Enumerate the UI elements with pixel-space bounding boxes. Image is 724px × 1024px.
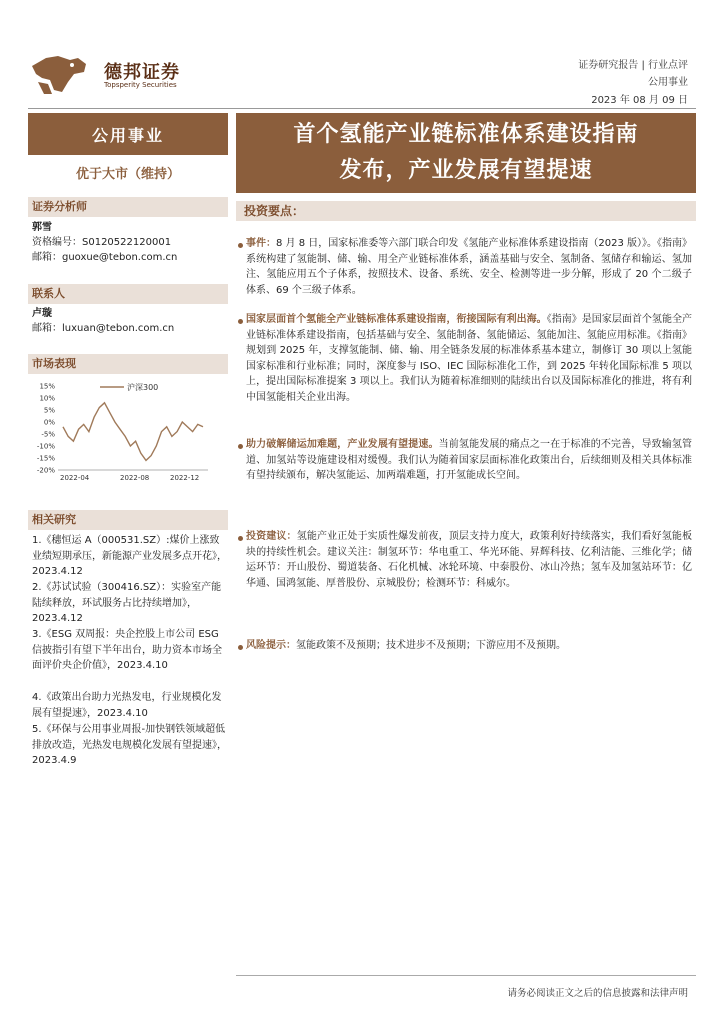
research-item[interactable]: 4.《政策出台助力光热发电，行业规模化发展有望提速》，2023.4.10 <box>32 692 222 719</box>
point-lead: 国家层面首个氢能全产业链标准体系建设指南，衔接国际有利出海。 <box>246 314 547 325</box>
point-storage <box>246 437 692 484</box>
research-item[interactable]: 5.《环保与公用事业周报-加快钢铁领域超低排放改造，光热发电规模化发展有望提速》，2023.4.9 <box>32 724 227 767</box>
disclaimer-link[interactable]: 请务必阅读正文之后的信息披露和法律声明 <box>507 988 688 999</box>
bullet-icon <box>238 319 243 324</box>
contact-email[interactable]: 邮箱：luxuan@tebon.com.cn <box>32 323 175 334</box>
footer-divider <box>236 975 696 976</box>
y-tick-label: 0% <box>43 418 55 427</box>
report-sector: 公用事业 <box>648 77 688 88</box>
analyst-cert: 资格编号：S0120522120001 <box>32 237 172 248</box>
x-tick-label: 2022-04 <box>60 474 90 482</box>
market-chart <box>28 378 228 488</box>
title-line-2: 发布，产业发展有望提速 <box>339 158 593 183</box>
point-standard <box>246 312 692 406</box>
research-head: 相关研究 <box>28 510 228 530</box>
point-text: 氢能政策不及预期；技术进步不及预期；下游应用不及预期。 <box>296 640 566 651</box>
research-item[interactable]: 1.《穗恒运 A（000531.SZ）:煤价上涨致业绩短期承压，新能源产业发展多点开花》，2023.4.12 <box>32 535 227 578</box>
research-item[interactable]: 2.《苏试试验（300416.SZ）：实验室产能陆续释放，环试服务占比持续增加》，2023.4.12 <box>32 582 222 625</box>
analyst-email[interactable]: 邮箱：guoxue@tebon.com.cn <box>32 252 178 263</box>
report-date: 2023 年 08 月 09 日 <box>591 95 688 106</box>
point-lead: 投资建议： <box>246 531 297 542</box>
x-tick-label: 2022-08 <box>120 474 150 482</box>
brand-name-en: Topsperity Securities <box>104 81 177 89</box>
point-text: 氢能产业正处于实质性爆发前夜，顶层支持力度大，政策利好持续落实，我们看好氢能板块的持续性机会。建议关注：制氢环节：华电重工、华光环能、昇辉科技、亿利洁能、三维化学；储运环节：开山股份、蜀道装备、石化机械、冰轮环境、中泰股份、冰山冷热；氢车及加氢站环节：亿华通、国鸿氢能、厚普股份、京城股份；检测环节：科威尔。 <box>246 531 693 589</box>
analyst-name: 郭雪 <box>32 222 52 233</box>
market-head: 市场表现 <box>28 354 228 374</box>
y-tick-label: 15% <box>39 382 55 391</box>
point-text: 当前氢能发展的痛点之一在于标准的不完善，导致输氢管道、加氢站等设施建设相对缓慢。我们认为随着国家层面标准化政策出台，后续细则及相关具体标准有望持续颁布，解决氢能运、加两端难题，打开氢能成长空间。 <box>246 439 693 482</box>
series-line <box>63 403 203 461</box>
point-text: 《指南》是国家层面首个氢能全产业链标准体系建设指南，包括基础与安全、氢能制备、氢能储运、氢能加注、氢能应用标准。《指南》规划到 2025 年，支撑氢能制、储、输、用全链条发展的标准体系基本建立，制修订 30 项以上氢能国家标准和行业标准；同时，深度参与 ISO、IEC 国际标准化工作，到 2025 年转化国际标准 5 项以上，提出国际标准提案 3 项以上。我们认为随着标准细则的陆续出台以及国际标准化的推进，将有利中国氢能相关企业出海。 <box>246 314 693 403</box>
point-lead: 助力破解储运加难题，产业发展有望提速。 <box>246 439 439 450</box>
x-tick-label: 2022-12 <box>170 474 200 482</box>
brand-name: 德邦证券 <box>104 62 180 83</box>
leopard-logo-icon <box>28 52 92 98</box>
bullet-icon <box>238 243 243 248</box>
y-tick-label: -15% <box>36 454 55 463</box>
header-divider <box>28 108 696 109</box>
contact-head: 联系人 <box>28 284 228 304</box>
bullet-icon <box>238 444 243 449</box>
y-tick-label: -5% <box>41 430 55 439</box>
research-item[interactable]: 3.《ESG 双周报：央企控股上市公司 ESG 信披指引有望下半年出台，助力资本市场全面评价央企价值》，2023.4.10 <box>32 629 222 672</box>
y-tick-label: -10% <box>36 442 55 451</box>
point-risk <box>246 638 692 654</box>
y-tick-label: 10% <box>39 394 55 403</box>
report-type: 证券研究报告 | 行业点评 <box>578 60 688 71</box>
bullet-icon <box>238 645 243 650</box>
points-head: 投资要点： <box>236 201 696 221</box>
point-lead: 事件： <box>246 238 277 249</box>
y-tick-label: 5% <box>43 406 55 415</box>
contact-name: 卢璇 <box>32 308 52 319</box>
rating: 优于大市（维持） <box>75 167 180 182</box>
legend-label: 沪深300 <box>127 383 159 392</box>
analyst-head: 证券分析师 <box>28 197 228 217</box>
point-text: 8 月 8 日，国家标准委等六部门联合印发《氢能产业标准体系建设指南（2023 版）》。《指南》系统构建了氢能制、储、输、用全产业链标准体系，涵盖基础与安全、氢制备、氢储存和输运、氢加注、氢能应用五个子体系，按照技术、设备、系统、安全、检测等进一步分解，形成了 20 个二级子体系、69 个三级子体系。 <box>246 238 693 296</box>
point-event <box>246 236 692 298</box>
title-line-1: 首个氢能产业链标准体系建设指南 <box>293 122 639 147</box>
sector-box: 公用事业 <box>28 113 228 155</box>
y-tick-label: -20% <box>36 466 55 475</box>
report-title <box>236 113 696 193</box>
bullet-icon <box>238 536 243 541</box>
point-advice <box>246 529 692 591</box>
point-lead: 风险提示： <box>246 640 296 651</box>
